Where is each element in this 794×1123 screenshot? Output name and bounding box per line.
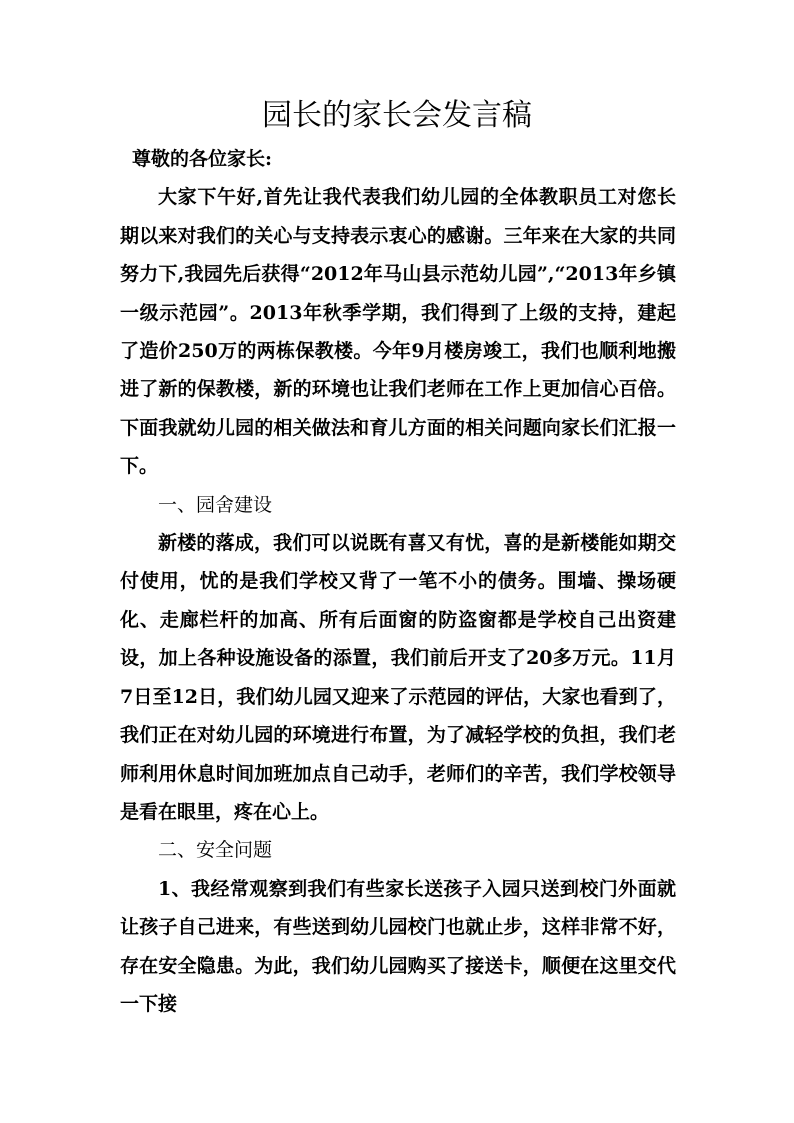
document-body — [120, 140, 676, 1023]
document-title: 园长的家长会发言稿 — [262, 98, 532, 133]
section-heading-campus: 一、园舍建设 — [158, 493, 273, 516]
salutation: 尊敬的各位家长: — [132, 148, 273, 170]
paragraph-safety: 1、我经常观察到我们有些家长送孩子入园只送到校门外面就让孩子自己进来，有些送到幼儿园校门也就止步，这样非常不好，存在安全隐患。为此，我们幼儿园购买了接送卡，顺便在这里交代一下接 — [120, 877, 676, 1015]
paragraph-opening: 大家下午好,首先让我代表我们幼儿园的全体教职员工对您长期以来对我们的关心与支持表示衷心的感谢。三年来在大家的共同努力下,我园先后获得“2012年马山县示范幼儿园”,“2013年乡镇一级示范园”。2013年秋季学期，我们得到了上级的支持，建起了造价250万的两栋保教楼。今年9月楼房竣工，我们也顺利地搬进了新的保教楼，新的环境也让我们老师在工作上更加信心百倍。下面我就幼儿园的相关做法和育儿方面的相关问题向家长们汇报一下。 — [120, 186, 676, 478]
paragraph-campus: 新楼的落成，我们可以说既有喜又有忧，喜的是新楼能如期交付使用，忧的是我们学校又背了一笔不小的债务。围墙、操场硬化、走廊栏杆的加高、所有后面窗的防盗窗都是学校自己出资建设，加上各种设施设备的添置，我们前后开支了20多万元。11月7日至12日，我们幼儿园又迎来了示范园的评估，大家也看到了，我们正在对幼儿园的环境进行布置，为了减轻学校的负担，我们老师利用休息时间加班加点自己动手，老师们的辛苦，我们学校领导是看在眼里，疼在心上。 — [120, 532, 676, 823]
section-heading-safety: 二、安全问题 — [158, 839, 273, 862]
